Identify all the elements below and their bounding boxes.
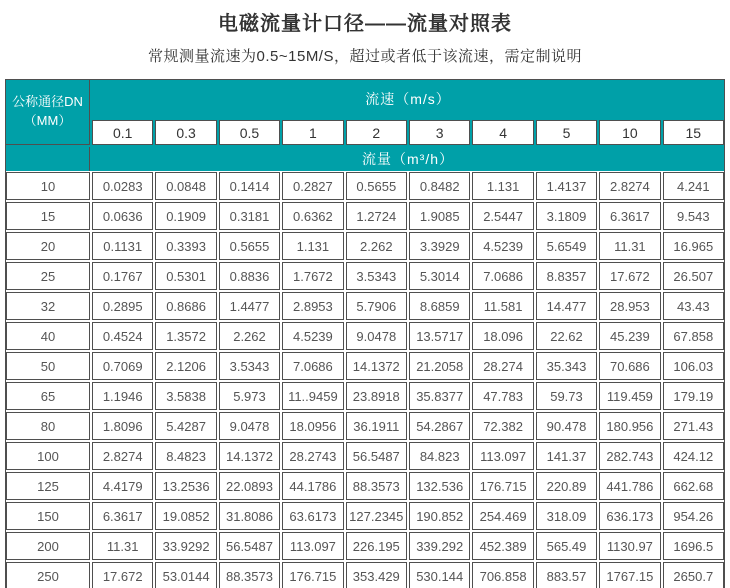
page-subtitle: 常规测量流速为0.5~15M/S，超过或者低于该流速，需定制说明 bbox=[148, 48, 582, 65]
flow-value-cell: 14.477 bbox=[536, 292, 597, 320]
flow-value-cell: 132.536 bbox=[409, 472, 470, 500]
flow-value-cell: 2.8274 bbox=[92, 442, 153, 470]
velocity-value-cell: 0.3 bbox=[155, 120, 216, 145]
table-header bbox=[6, 80, 724, 171]
flow-value-cell: 954.26 bbox=[663, 502, 724, 530]
flow-value-cell: 9.0478 bbox=[219, 412, 280, 440]
flow-value-cell: 35.343 bbox=[536, 352, 597, 380]
flow-value-cell: 565.49 bbox=[536, 532, 597, 560]
flow-value-cell: 2.8953 bbox=[282, 292, 343, 320]
flow-value-cell: 44.1786 bbox=[282, 472, 343, 500]
flow-value-cell: 0.3393 bbox=[155, 232, 216, 260]
flow-value-cell: 3.1809 bbox=[536, 202, 597, 230]
flow-value-cell: 54.2867 bbox=[409, 412, 470, 440]
velocity-header: 流速（m/s） bbox=[365, 91, 451, 107]
velocity-value-cell: 0.5 bbox=[219, 120, 280, 145]
flow-value-cell: 0.6362 bbox=[282, 202, 343, 230]
flow-value-cell: 35.8377 bbox=[409, 382, 470, 410]
flow-value-cell: 17.672 bbox=[92, 562, 153, 588]
flow-header-spacer bbox=[6, 147, 90, 171]
flow-value-cell: 271.43 bbox=[663, 412, 724, 440]
flow-value-cell: 9.0478 bbox=[346, 322, 407, 350]
velocity-value-cell: 3 bbox=[409, 120, 470, 145]
flow-value-cell: 0.5655 bbox=[346, 172, 407, 200]
flow-value-cell: 6.3617 bbox=[599, 202, 660, 230]
flow-value-cell: 11.31 bbox=[599, 232, 660, 260]
flow-value-cell: 127.2345 bbox=[346, 502, 407, 530]
flow-value-cell: 0.1131 bbox=[92, 232, 153, 260]
flow-value-cell: 0.5301 bbox=[155, 262, 216, 290]
flow-value-cell: 0.0848 bbox=[155, 172, 216, 200]
flow-value-cell: 0.4524 bbox=[92, 322, 153, 350]
flow-value-cell: 1.1946 bbox=[92, 382, 153, 410]
flow-value-cell: 113.097 bbox=[472, 442, 533, 470]
flow-value-cell: 4.5239 bbox=[282, 322, 343, 350]
flow-value-cell: 84.823 bbox=[409, 442, 470, 470]
flow-value-cell: 26.507 bbox=[663, 262, 724, 290]
flow-value-cell: 63.6173 bbox=[282, 502, 343, 530]
flow-value-cell: 19.0852 bbox=[155, 502, 216, 530]
flow-header: 流量（m³/h） bbox=[362, 151, 454, 167]
flow-value-cell: 13.5717 bbox=[409, 322, 470, 350]
flow-value-cell: 883.57 bbox=[536, 562, 597, 588]
flow-value-cell: 5.973 bbox=[219, 382, 280, 410]
dn-cell: 125 bbox=[6, 472, 90, 500]
flow-value-cell: 3.5838 bbox=[155, 382, 216, 410]
flow-value-cell: 0.8836 bbox=[219, 262, 280, 290]
flow-value-cell: 3.5343 bbox=[346, 262, 407, 290]
flow-value-cell: 14.1372 bbox=[346, 352, 407, 380]
flow-value-cell: 31.8086 bbox=[219, 502, 280, 530]
corner-header-line1: 公称通径DN bbox=[12, 94, 83, 110]
dn-cell: 50 bbox=[6, 352, 90, 380]
flow-value-cell: 7.0686 bbox=[472, 262, 533, 290]
flow-value-cell: 36.1911 bbox=[346, 412, 407, 440]
flow-value-cell: 452.389 bbox=[472, 532, 533, 560]
flow-value-cell: 0.3181 bbox=[219, 202, 280, 230]
flow-value-cell: 8.8357 bbox=[536, 262, 597, 290]
velocity-value-cell: 1 bbox=[282, 120, 343, 145]
flow-value-cell: 1.7672 bbox=[282, 262, 343, 290]
flow-value-cell: 28.953 bbox=[599, 292, 660, 320]
flow-value-cell: 28.2743 bbox=[282, 442, 343, 470]
flow-value-cell: 2650.7 bbox=[663, 562, 724, 588]
flow-value-cell: 254.469 bbox=[472, 502, 533, 530]
flow-value-cell: 0.7069 bbox=[92, 352, 153, 380]
velocity-value-cell: 10 bbox=[599, 120, 660, 145]
flow-value-cell: 8.4823 bbox=[155, 442, 216, 470]
dn-cell: 10 bbox=[6, 172, 90, 200]
flow-value-cell: 636.173 bbox=[599, 502, 660, 530]
flow-value-cell: 113.097 bbox=[282, 532, 343, 560]
flow-value-cell: 1.4477 bbox=[219, 292, 280, 320]
flow-value-cell: 17.672 bbox=[599, 262, 660, 290]
flow-value-cell: 353.429 bbox=[346, 562, 407, 588]
flow-value-cell: 0.2827 bbox=[282, 172, 343, 200]
flow-value-cell: 1.8096 bbox=[92, 412, 153, 440]
corner-header-dn bbox=[6, 80, 90, 145]
dn-cell: 32 bbox=[6, 292, 90, 320]
flow-value-cell: 33.9292 bbox=[155, 532, 216, 560]
table-body bbox=[6, 171, 724, 588]
dn-cell: 250 bbox=[6, 562, 90, 588]
flow-value-cell: 0.8686 bbox=[155, 292, 216, 320]
flow-value-cell: 5.4287 bbox=[155, 412, 216, 440]
flow-value-cell: 11.31 bbox=[92, 532, 153, 560]
flow-value-cell: 5.7906 bbox=[346, 292, 407, 320]
dn-cell: 15 bbox=[6, 202, 90, 230]
dn-cell: 80 bbox=[6, 412, 90, 440]
flow-value-cell: 176.715 bbox=[472, 472, 533, 500]
flow-value-cell: 2.262 bbox=[219, 322, 280, 350]
flow-value-cell: 141.37 bbox=[536, 442, 597, 470]
flow-value-cell: 1.3572 bbox=[155, 322, 216, 350]
page-title: 电磁流量计口径——流量对照表 bbox=[218, 13, 512, 35]
flow-value-cell: 0.5655 bbox=[219, 232, 280, 260]
flow-value-cell: 22.62 bbox=[536, 322, 597, 350]
flow-value-cell: 43.43 bbox=[663, 292, 724, 320]
flow-value-cell: 190.852 bbox=[409, 502, 470, 530]
flow-value-cell: 47.783 bbox=[472, 382, 533, 410]
flow-value-cell: 18.096 bbox=[472, 322, 533, 350]
dn-cell: 150 bbox=[6, 502, 90, 530]
flow-value-cell: 70.686 bbox=[599, 352, 660, 380]
flow-value-cell: 220.89 bbox=[536, 472, 597, 500]
flow-value-cell: 0.1909 bbox=[155, 202, 216, 230]
flow-value-cell: 18.0956 bbox=[282, 412, 343, 440]
flow-value-cell: 56.5487 bbox=[219, 532, 280, 560]
velocity-value-cell: 15 bbox=[663, 120, 724, 145]
flow-value-cell: 72.382 bbox=[472, 412, 533, 440]
flow-value-cell: 67.858 bbox=[663, 322, 724, 350]
dn-cell: 65 bbox=[6, 382, 90, 410]
flow-value-cell: 119.459 bbox=[599, 382, 660, 410]
flow-value-cell: 5.6549 bbox=[536, 232, 597, 260]
flow-value-cell: 282.743 bbox=[599, 442, 660, 470]
flow-value-cell: 16.965 bbox=[663, 232, 724, 260]
flow-value-cell: 8.6859 bbox=[409, 292, 470, 320]
flow-value-cell: 176.715 bbox=[282, 562, 343, 588]
flow-value-cell: 3.5343 bbox=[219, 352, 280, 380]
flow-value-cell: 1.9085 bbox=[409, 202, 470, 230]
flow-value-cell: 2.8274 bbox=[599, 172, 660, 200]
flow-value-cell: 1.131 bbox=[472, 172, 533, 200]
flow-value-cell: 2.5447 bbox=[472, 202, 533, 230]
flow-value-cell: 4.5239 bbox=[472, 232, 533, 260]
velocity-value-cell: 5 bbox=[536, 120, 597, 145]
flow-value-cell: 11..9459 bbox=[282, 382, 343, 410]
flow-value-cell: 59.73 bbox=[536, 382, 597, 410]
flow-value-cell: 28.274 bbox=[472, 352, 533, 380]
velocity-value-cell: 4 bbox=[472, 120, 533, 145]
flow-value-cell: 56.5487 bbox=[346, 442, 407, 470]
dn-cell: 200 bbox=[6, 532, 90, 560]
flow-value-cell: 0.8482 bbox=[409, 172, 470, 200]
flow-value-cell: 106.03 bbox=[663, 352, 724, 380]
flow-value-cell: 706.858 bbox=[472, 562, 533, 588]
flow-value-cell: 4.241 bbox=[663, 172, 724, 200]
flow-value-cell: 179.19 bbox=[663, 382, 724, 410]
flow-value-cell: 318.09 bbox=[536, 502, 597, 530]
flow-value-cell: 0.2895 bbox=[92, 292, 153, 320]
flow-value-cell: 226.195 bbox=[346, 532, 407, 560]
flow-value-cell: 530.144 bbox=[409, 562, 470, 588]
flow-value-cell: 441.786 bbox=[599, 472, 660, 500]
flow-value-cell: 1767.15 bbox=[599, 562, 660, 588]
flow-value-cell: 13.2536 bbox=[155, 472, 216, 500]
flow-value-cell: 1.4137 bbox=[536, 172, 597, 200]
corner-header-line2: （MM） bbox=[23, 113, 72, 128]
dn-cell: 40 bbox=[6, 322, 90, 350]
flow-value-cell: 1.131 bbox=[282, 232, 343, 260]
flow-value-cell: 9.543 bbox=[663, 202, 724, 230]
flow-value-cell: 3.3929 bbox=[409, 232, 470, 260]
flow-value-cell: 662.68 bbox=[663, 472, 724, 500]
flow-value-cell: 23.8918 bbox=[346, 382, 407, 410]
dn-cell: 20 bbox=[6, 232, 90, 260]
flow-value-cell: 11.581 bbox=[472, 292, 533, 320]
dn-cell: 100 bbox=[6, 442, 90, 470]
flow-value-cell: 0.1414 bbox=[219, 172, 280, 200]
flow-value-cell: 6.3617 bbox=[92, 502, 153, 530]
flow-value-cell: 0.0283 bbox=[92, 172, 153, 200]
flow-value-cell: 22.0893 bbox=[219, 472, 280, 500]
flow-comparison-table bbox=[5, 79, 725, 588]
flow-value-cell: 5.3014 bbox=[409, 262, 470, 290]
flow-value-cell: 21.2058 bbox=[409, 352, 470, 380]
flow-value-cell: 2.262 bbox=[346, 232, 407, 260]
velocity-value-cell: 0.1 bbox=[92, 120, 153, 145]
flow-value-cell: 1.2724 bbox=[346, 202, 407, 230]
flow-value-cell: 53.0144 bbox=[155, 562, 216, 588]
flow-value-cell: 424.12 bbox=[663, 442, 724, 470]
flow-value-cell: 339.292 bbox=[409, 532, 470, 560]
flow-value-cell: 88.3573 bbox=[346, 472, 407, 500]
flow-value-cell: 45.239 bbox=[599, 322, 660, 350]
flow-value-cell: 1130.97 bbox=[599, 532, 660, 560]
dn-cell: 25 bbox=[6, 262, 90, 290]
flow-value-cell: 1696.5 bbox=[663, 532, 724, 560]
flow-value-cell: 7.0686 bbox=[282, 352, 343, 380]
flow-value-cell: 4.4179 bbox=[92, 472, 153, 500]
flow-value-cell: 2.1206 bbox=[155, 352, 216, 380]
flow-value-cell: 0.1767 bbox=[92, 262, 153, 290]
velocity-value-cell: 2 bbox=[346, 120, 407, 145]
flow-value-cell: 90.478 bbox=[536, 412, 597, 440]
flow-value-cell: 0.0636 bbox=[92, 202, 153, 230]
flow-value-cell: 88.3573 bbox=[219, 562, 280, 588]
flow-value-cell: 180.956 bbox=[599, 412, 660, 440]
flow-value-cell: 14.1372 bbox=[219, 442, 280, 470]
